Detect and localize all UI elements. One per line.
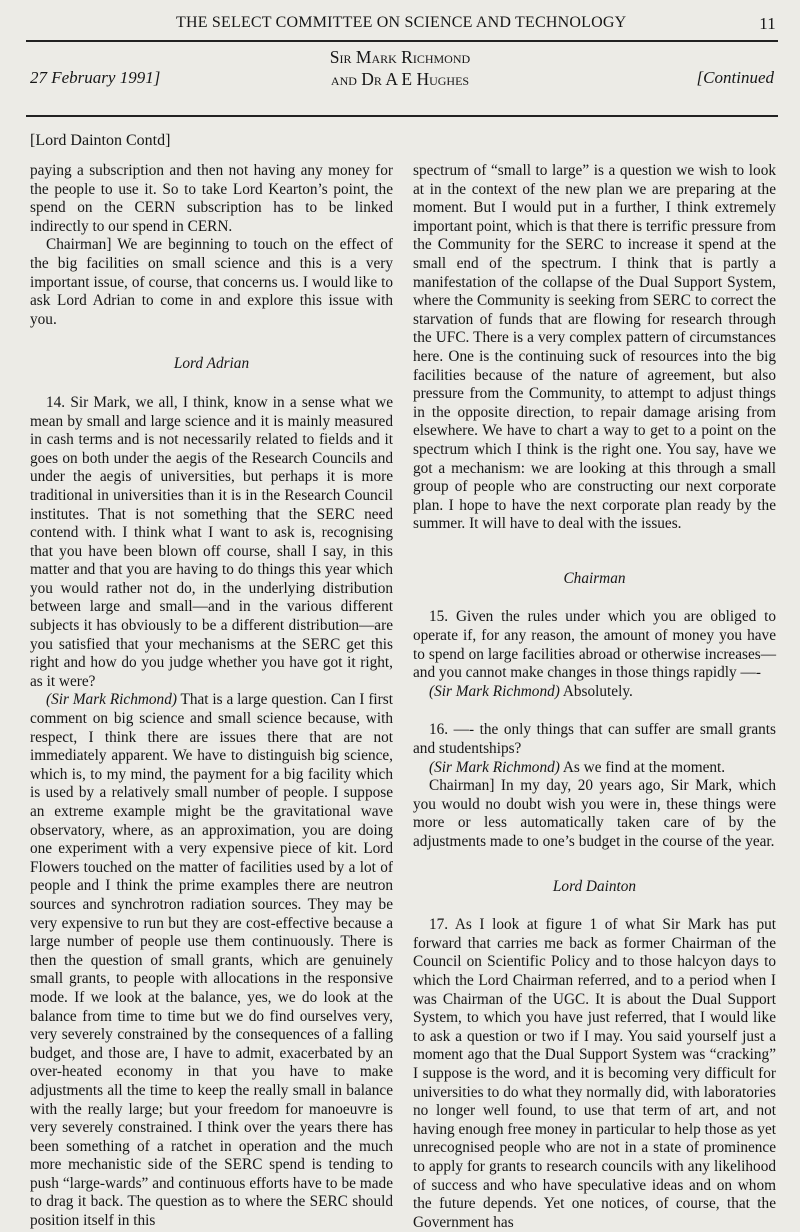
speaker-heading: Lord Adrian bbox=[173, 355, 250, 373]
right-column bbox=[413, 162, 776, 1232]
answer-speaker: (Sir Mark Richmond) bbox=[429, 758, 560, 776]
witness-names bbox=[0, 46, 800, 90]
witness-line-1: Sir Mark Richmond bbox=[329, 47, 471, 67]
answer-14 bbox=[30, 691, 393, 1230]
continued-marker: [Continued bbox=[696, 68, 774, 87]
answer-text: As we find at the moment. bbox=[559, 758, 726, 776]
question-16: 16. —- the only things that can suffer are small grants and studentships? bbox=[413, 721, 776, 758]
answer-15 bbox=[413, 683, 776, 702]
speaker-heading: Lord Dainton bbox=[552, 877, 637, 895]
left-column bbox=[30, 162, 393, 1231]
answer-speaker: (Sir Mark Richmond) bbox=[429, 682, 560, 700]
header-rule-bottom bbox=[26, 115, 778, 117]
speaker-heading: Chairman bbox=[563, 569, 626, 587]
header-rule-top bbox=[26, 40, 778, 42]
paragraph: paying a subscription and then not having any money for the people to use it. So to take Lord Kearton’s point, the spend on the CERN subscription has to be linked indirectly to our spend in CERN. bbox=[30, 162, 393, 235]
answer-text: That is a large question. Can I first comment on big science and small science because, with respect, I think there are issues there that are not immediately apparent. We have to distinguish big science, which is, to my mind, the payment for a big facility which is used by a relatively small number of people. I suppose an extreme example might be the gravitational wave observatory, where, as an approximation, you are doing one experiment with a very expensive piece of kit. Lord Flowers touched on the matter of facilities used by a lot of people and I think the prime examples there are neutron sources and synchrotron radiation sources. They may be very expensive to run but they are cost-effective because a large number of people use them continuously. There is then the question of small grants, which are genuinely small grants, to people with allocations in the responsive mode. If we look at the balance, yes, we do look at the balance from time to time but we do find ourselves very, very severely constrained by the consequences of a falling budget, and those are, I have to admit, exacerbated by an over-heated economy in that you have to make adjustments all the time to keep the really small in balance with the really large; but your freedom for manoeuvre is very severely constrained. I think over the years there has been something of a ratchet in operation and the much more mechanistic side of the SERC spend is tending to push “large-wards” and continuous efforts have to be made to drag it back. The question as to where the SERC should position itself in this bbox=[30, 691, 393, 1230]
answer-speaker: (Sir Mark Richmond) bbox=[46, 691, 177, 709]
spacer bbox=[413, 701, 776, 721]
witness-line-2: and Dr A E Hughes bbox=[330, 69, 470, 89]
answer-16 bbox=[413, 759, 776, 778]
answer-text: Absolutely. bbox=[559, 682, 633, 700]
paragraph: Chairman] We are beginning to touch on the effect of the big facilities on small science and this is a very important issue, of course, that concerns us. I would like to ask Lord Adrian to come in and explore this issue with you. bbox=[30, 236, 393, 328]
paragraph: spectrum of “small to large” is a question we wish to look at in the context of the new plan we are preparing at the moment. But I would put in a further, I think extremely important point, which is that there is terrific pressure from the Community for the SERC to increase it spend at the small end of the spectrum. I think that is partly a manifestation of the collapse of the Dual Support System, where the Community is seeking from SERC to correct the starvation of funds that are flowing for research through the UFC. There is a very complex pattern of circumstances here. One is the continuing suck of resources into the big facilities because of the nature of agreement, but also pressure from the Community, to attempt to adjust things in the opposite direction, to repair damage arising from elsewhere. We have to chart a way to get to a point on the spectrum which I think is the right one. You say, have we got a mechanism: we are looking at this through a small group of people who are constructing our next corporate plan. I hope to have the next corporate plan ready by the summer. It will have to deal with the issues. bbox=[413, 162, 776, 533]
context-speaker: [Lord Dainton Contd] bbox=[30, 132, 171, 149]
question-17: 17. As I look at figure 1 of what Sir Mark has put forward that carries me back as former Chairman of the Council on Scientific Policy and to those halcyon days to which the Lord Chairman referred, and to a period when I was Chairman of the UGC. It is about the Dual Support System, to which you have just referred, that I would like to ask a question or two if I may. You said yourself just a moment ago that the Dual Support System was “cracking” I suppose is the word, and it is becoming very difficult for universities to do what they normally did, with laboratories no longer well found, to use that term of art, and not having enough free money in particular to help those as yet unrecognised people who are not in a state of prominence to apply for grants to research councils with any likelihood of success and who have speculative ideas and on whom the future depends. Yet one notices, of course, that the Government has bbox=[413, 916, 776, 1231]
publication-title: THE SELECT COMMITTEE ON SCIENCE AND TECHNOLOGY bbox=[176, 14, 627, 31]
page-number: 11 bbox=[759, 14, 776, 33]
chairman-remark: Chairman] In my day, 20 years ago, Sir Mark, which you would no doubt wish you were in, these things were more or less automatically taken care of by the adjustments made to one’s budget in the course of the year. bbox=[413, 777, 776, 850]
question-15: 15. Given the rules under which you are obliged to operate if, for any reason, the amount of money you have to spend on large facilities abroad or otherwise increases—and you cannot make changes in those things rapidly —- bbox=[413, 608, 776, 682]
question-14: 14. Sir Mark, we all, I think, know in a sense what we mean by small and large science and it is mainly measured in cash terms and is not necessarily related to fields and it goes on both under the aegis of the Research Councils and under the aegis of universities, but perhaps it is more traditional in universities than it is in the Research Council institutes. That is not something that the SERC need contend with. I think what I want to ask is, recognising that you have been blown off course, shall I say, in this matter and that you are having to do things this year which you would rather not do, in the underlying distribution between large and small—and in the various different subjects it has obviously to be a different distribution—are you satisfied that your mechanisms at the SERC get this right and how do you judge whether you have got it right, as it were? bbox=[30, 393, 393, 690]
hearing-date: 27 February 1991] bbox=[30, 68, 161, 87]
